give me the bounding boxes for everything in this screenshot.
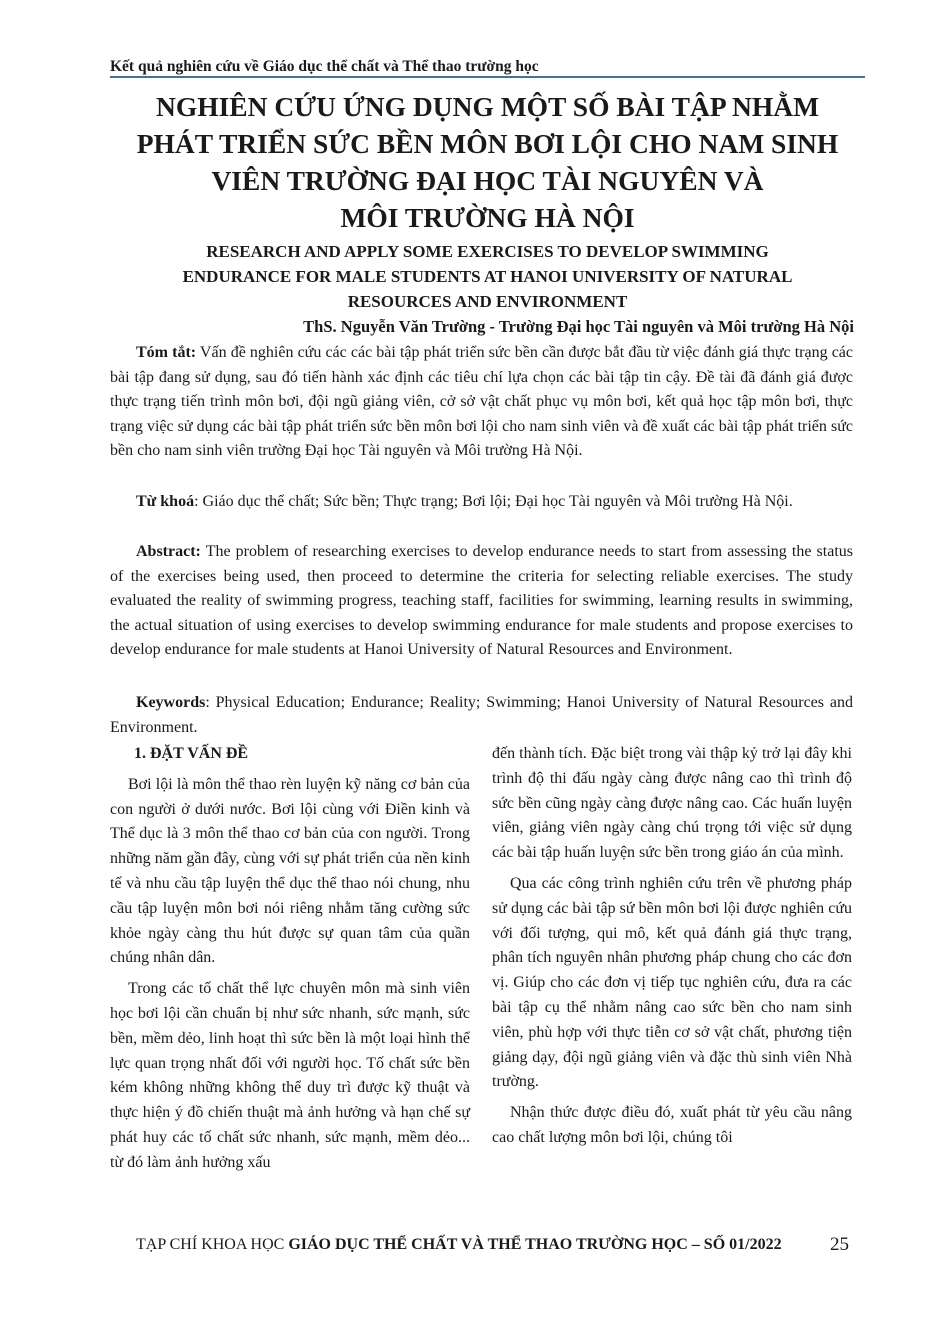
keywords-vi-label: Từ khoá	[136, 493, 195, 510]
title-line: VIÊN TRƯỜNG ĐẠI HỌC TÀI NGUYÊN VÀ	[211, 165, 764, 196]
keywords-en	[110, 691, 853, 740]
author-line: ThS. Nguyễn Văn Trường - Trường Đại học Tài nguyên và Môi trường Hà Nội	[303, 317, 854, 336]
summary-text: Vấn đề nghiên cứu các các bài tập phát triển sức bền cần được bắt đầu từ việc đánh giá thực trạng các bài tập đang sử dụng, sau đó tiến hành xác định các tiêu chí lựa chọn các bài tập tin cậy. Đề tài đã đánh giá được thực trạng tiến trình môn bơi, đội ngũ giảng viên, cở sở vật chất phục vụ môn bơi, kết quả học tập môn bơi, thực trạng việc sử dụng các bài tập phát triển sức bền môn bơi lội cho nam sinh viên và đề xuất các bài tập phát triển sức bền cho nam sinh viên trường Đại học Tài nguyên và Môi trường Hà Nội.	[110, 344, 854, 460]
keywords-en-text: : Physical Education; Endurance; Reality; Swimming; Hanoi University of Natural Resources and Environment.	[110, 694, 853, 736]
title-line: MÔI TRƯỜNG HÀ NỘI	[340, 202, 635, 233]
paragraph: Bơi lội là môn thể thao rèn luyện kỹ năng cơ bản của con người ở dưới nước. Bơi lội cùng với Điền kinh và Thể dục là 3 môn thể thao cơ bản của con người. Trong những năm gần đây, cùng với sự phát triển của nền kinh tế và nhu cầu tập luyện thể dục thể thao nói chung, nhu cầu tập luyện môn bơi nói riêng nhằm tăng cường sức khỏe ngày càng thu hút được sự quan tâm của quần chúng nhân dân.	[110, 775, 470, 967]
footer-plain: TẠP CHÍ KHOA HỌC	[136, 1236, 289, 1253]
header-divider	[110, 76, 865, 78]
paragraph: Trong các tố chất thể lực chuyên môn mà sinh viên học bơi lội cần chuẩn bị như sức nhanh, sức mạnh, sức bền, mềm dẻo, linh hoạt thì sức bền là một loại hình thể lực quan trọng nhất đối với người học. Tố chất sức bền kém không những không thể duy trì được kỹ thuật và thực hiện ý đồ chiến thuật mà ảnh hưởng và hạn chế sự phát huy các tố chất sức nhanh, sức mạnh, mềm dẻo... từ đó làm ảnh hưởng xấu	[110, 980, 470, 1171]
paragraph: đến thành tích. Đặc biệt trong vài thập kỷ trở lại đây khi trình độ thi đấu ngày càng được nâng cao thì trình độ sức bền cũng ngày càng được nâng cao. Các huấn luyện viên, giảng viên ngày càng chú trọng tới việc sử dụng các bài tập huấn luyện sức bền trong giáo án của mình.	[492, 745, 852, 862]
title-line: PHÁT TRIỂN SỨC BỀN MÔN BƠI LỘI CHO NAM SINH	[136, 128, 839, 159]
title-line: NGHIÊN CỨU ỨNG DỤNG MỘT SỐ BÀI TẬP NHẰM	[155, 91, 820, 122]
footer-bold: GIÁO DỤC THỂ CHẤT VÀ THỂ THAO TRƯỜNG HỌC – SỐ 01/2022	[288, 1236, 782, 1253]
body-columns	[110, 742, 853, 1182]
abstract-text: The problem of researching exercises to develop endurance needs to start from assessing the status of the exercises being used, then proceed to determine the criteria for selecting reliable exercises. The study evaluated the reality of swimming progress, teaching staff, facilities for swimming, learning results in swimming, the actual situation of using exercises to develop swimming endurance for male students and propose exercises to develop endurance for male students at Hanoi University of Natural Resources and Environment.	[110, 543, 853, 659]
paragraph: Nhận thức được điều đó, xuất phát từ yêu cầu nâng cao chất lượng môn bơi lội, chúng tôi	[492, 1104, 852, 1146]
subtitle-line: RESEARCH AND APPLY SOME EXERCISES TO DEVELOP SWIMMING	[206, 242, 769, 261]
keywords-vi-text: : Giáo dục thể chất; Sức bền; Thực trạng; Bơi lội; Đại học Tài nguyên và Môi trường Hà Nội.	[194, 493, 793, 510]
right-column	[492, 742, 852, 1182]
summary-vi	[110, 341, 853, 464]
journal-footer	[136, 1236, 782, 1254]
keywords-vi	[110, 490, 853, 515]
subtitle-line: ENDURANCE FOR MALE STUDENTS AT HANOI UNIVERSITY OF NATURAL	[182, 267, 793, 286]
page-number: 25	[830, 1234, 849, 1255]
left-column	[110, 742, 470, 1182]
abstract-en	[110, 540, 853, 663]
abstract-label: Abstract:	[136, 543, 201, 560]
english-title	[110, 239, 865, 314]
subtitle-line: RESOURCES AND ENVIRONMENT	[347, 292, 628, 311]
section-heading: 1. ĐẶT VẤN ĐỀ	[134, 745, 249, 762]
summary-label: Tóm tắt:	[136, 344, 197, 361]
paragraph: Qua các công trình nghiên cứu trên về phương pháp sử dụng các bài tập sứ bền môn bơi lội được nghiên cứu với đối tượng, qui mô, kết quả đánh giá thực trạng, phân tích nguyên nhân phương pháp chung cho các đơn vị. Giúp cho các đơn vị tiếp tục nghiên cứu, đưa ra các bài tập cụ thể nhằm nâng cao sức bền cho nam sinh viên, phù hợp với thực tiễn cơ sở vật chất, phương tiện giảng dạy, đội ngũ giảng viên và đặc thù sinh viên Nhà trường.	[492, 874, 852, 1091]
article-title	[110, 88, 865, 236]
running-header: Kết quả nghiên cứu về Giáo dục thể chất và Thể thao trường học	[110, 58, 539, 75]
keywords-en-label: Keywords	[136, 694, 206, 711]
